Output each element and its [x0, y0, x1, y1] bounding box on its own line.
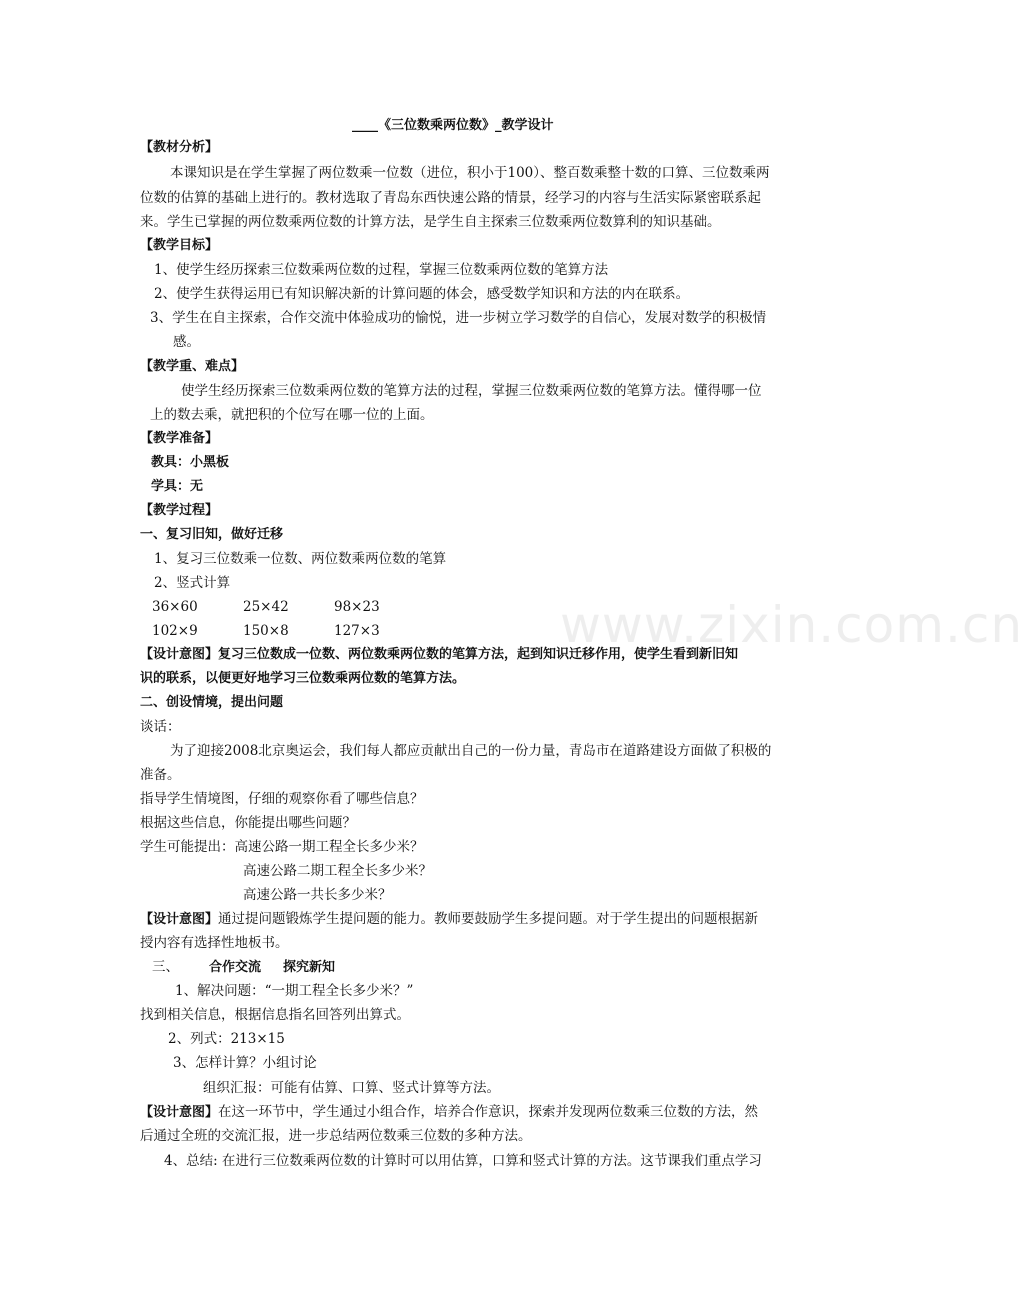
list-item: 1、解决问题：“一期工程全长多少米？”	[175, 983, 414, 999]
list-item: 2、列式：213×15	[168, 1031, 285, 1047]
list-item: 2、竖式计算	[154, 575, 231, 591]
paragraph-line: 找到相关信息，根据信息指名回答列出算式。	[140, 1007, 410, 1023]
goal-item: 3、学生在自主探索，合作交流中体验成功的愉悦，进一步树立学习数学的自信心，发展对数学的积极情	[150, 310, 767, 326]
design-intent-text: 通过提问题锻炼学生提问题的能力。教师要鼓励学生多提问题。对于学生提出的问题根据新	[218, 911, 759, 927]
goal-item: 2、使学生获得运用已有知识解决新的计算问题的体会，感受数学知识和方法的内在联系。	[154, 286, 690, 302]
list-item: 3、怎样计算？小组讨论	[173, 1055, 317, 1071]
part-title-b: 探究新知	[283, 960, 336, 975]
paragraph-line: 根据这些信息，你能提出哪些问题？	[140, 815, 356, 831]
possible-label: 学生可能提出：	[140, 839, 235, 855]
list-item: 4、总结: 在进行三位数乘两位数的计算时可以用估算，口算和竖式计算的方法。这节课我们重点学习	[164, 1153, 762, 1169]
calc-expression: 36×60	[152, 599, 198, 615]
design-intent-text: 识的联系，以便更好地学习三位数乘两位数的笔算方法。	[140, 671, 466, 686]
design-intent-text: 在这一环节中，学生通过小组合作，培养合作意识，探索并发现两位数乘三位数的方法，然	[218, 1104, 759, 1120]
calc-expression: 102×9	[152, 623, 198, 639]
paragraph-line: 位数的估算的基础上进行的。教材选取了青岛东西快速公路的情景，经学习的内容与生活实际紧密联系起	[140, 190, 761, 206]
calc-expression: 150×8	[243, 623, 289, 639]
part-heading-cooperate	[152, 958, 335, 977]
paragraph-line: 准备。	[140, 767, 181, 783]
paragraph-line: 为了迎接2008北京奥运会，我们每人都应贡献出自己的一份力量，青岛市在道路建设方面做了积极的	[170, 743, 772, 759]
paragraph-line: 本课知识是在学生掌握了两位数乘一位数（进位，积小于100）、整百数乘整十数的口算、三位数乘两	[170, 165, 770, 181]
talk-label: 谈话：	[140, 719, 181, 735]
design-intent-text: 后通过全班的交流汇报，进一步总结两位数乘三位数的多种方法。	[140, 1128, 532, 1144]
part-title-a: 合作交流	[209, 960, 262, 975]
paragraph-line: 使学生经历探索三位数乘两位数的笔算方法的过程，掌握三位数乘两位数的笔算方法。懂得哪一位	[181, 383, 762, 399]
teacher-tools: 教具：小黑板	[151, 455, 230, 470]
design-intent-1	[140, 646, 738, 664]
watermark-text: www.zixin.com.cn	[560, 596, 1023, 654]
possible-question: 高速公路一共长多少米？	[243, 887, 392, 903]
calc-expression: 127×3	[334, 623, 380, 639]
design-intent-label: 【设计意图】	[140, 647, 219, 662]
paragraph-line: 来。学生已掌握的两位数乘两位数的计算方法，是学生自主探索三位数乘两位数算利的知识基础。	[140, 214, 721, 230]
section-heading-material: 【教材分析】	[140, 140, 219, 155]
design-intent-3	[140, 1103, 758, 1122]
student-tools: 学具：无	[151, 479, 204, 494]
paragraph-line: 组织汇报：可能有估算、口算、竖式计算等方法。	[203, 1080, 500, 1096]
list-item: 1、复习三位数乘一位数、两位数乘两位数的笔算	[154, 551, 447, 567]
paragraph-line: 指导学生情境图，仔细的观察你看了哪些信息？	[140, 791, 424, 807]
calc-expression: 25×42	[243, 599, 289, 615]
part-heading-situation: 二、创设情境，提出问题	[140, 695, 284, 710]
design-intent-label: 【设计意图】	[140, 912, 219, 927]
section-heading-goals: 【教学目标】	[140, 238, 219, 253]
document-title: ____《三位数乘两位数》_教学设计	[352, 118, 554, 133]
part-number: 三、	[152, 959, 179, 975]
section-heading-preparation: 【教学准备】	[140, 431, 219, 446]
goal-item-continued: 感。	[173, 334, 200, 350]
possible-question: 高速公路一期工程全长多少米？	[234, 839, 424, 855]
design-intent-text: 授内容有选择性地板书。	[140, 935, 289, 951]
section-heading-process: 【教学过程】	[140, 503, 219, 518]
possible-questions	[140, 838, 424, 856]
part-heading-review: 一、复习旧知，做好迁移	[140, 527, 284, 542]
paragraph-line: 上的数去乘，就把积的个位写在哪一位的上面。	[150, 407, 434, 423]
design-intent-label: 【设计意图】	[140, 1105, 219, 1120]
section-heading-key-points: 【教学重、难点】	[140, 359, 245, 374]
possible-question: 高速公路二期工程全长多少米？	[243, 863, 432, 879]
calc-expression: 98×23	[334, 599, 380, 615]
goal-item: 1、使学生经历探索三位数乘两位数的过程，掌握三位数乘两位数的笔算方法	[154, 262, 609, 278]
design-intent-text: 复习三位数成一位数、两位数乘两位数的笔算方法，起到知识迁移作用，使学生看到新旧知	[218, 647, 739, 662]
design-intent-2	[140, 910, 758, 929]
